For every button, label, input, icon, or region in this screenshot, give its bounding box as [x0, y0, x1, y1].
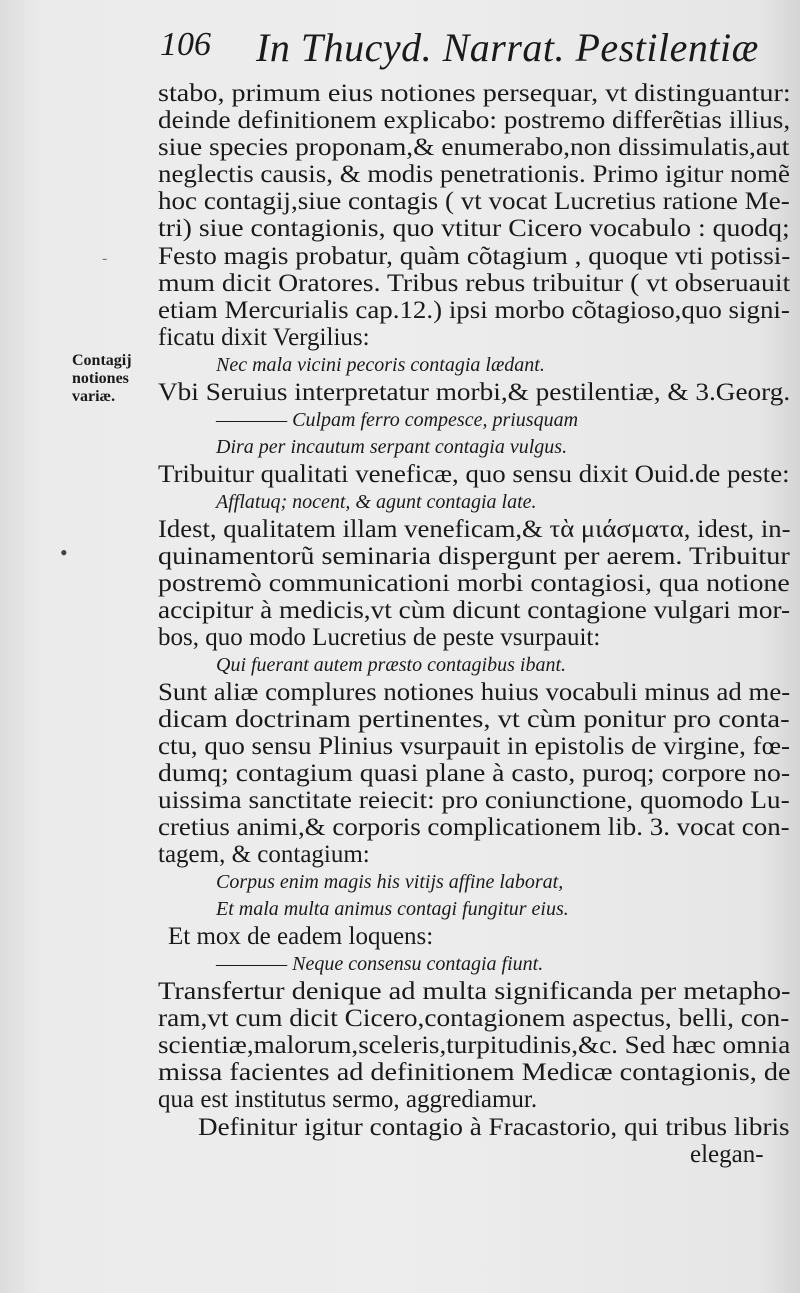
text-line: accipitur à medicis,vt cùm dicunt contagione vulgari mor- — [158, 597, 791, 624]
text-line: quinamentorũ seminaria dispergunt per aerem. Tribuitur — [158, 543, 790, 570]
text-line: deinde definitionem explicabo: postremo differẽtias illius, — [158, 107, 791, 134]
catchword: elegan- — [690, 1141, 764, 1168]
text-line: bos, quo modo Lucretius de peste vsurpauit: — [158, 624, 601, 651]
text-line: Idest, qualitatem illam veneficam,& τὰ μιάσματα, idest, in- — [158, 516, 791, 543]
verse-line: Qui fuerant autem præsto contagibus ibant. — [216, 654, 566, 676]
text-line: Festo magis probatur, quàm cõtagium , quoque vti potissi- — [158, 243, 791, 270]
verse-line: Et mala multa animus contagi fungitur eius. — [216, 898, 569, 920]
text-line: Sunt aliæ complures notiones huius vocabuli minus ad me- — [158, 679, 791, 706]
verse-line: Corpus enim magis his vitijs affine laborat, — [216, 871, 564, 893]
margin-note-line: variæ. — [72, 388, 116, 405]
text-line: Tribuitur qualitati veneficæ, quo sensu dixit Ouid.de peste: — [158, 461, 790, 488]
text-line: stabo, primum eius notiones persequar, vt distinguantur: — [158, 80, 791, 107]
text-line: ficatu dixit Vergilius: — [158, 324, 370, 351]
verse-line: Dira per incautum serpant contagia vulgus. — [216, 436, 568, 458]
verse-line: ———— Neque consensu contagia fiunt. — [216, 953, 544, 975]
margin-dot-mark: • — [60, 540, 68, 565]
text-line: Vbi Seruius interpretatur morbi,& pestilentiæ, & 3.Georg. — [158, 379, 791, 406]
text-line: ctu, quo sensu Plinius vsurpauit in epistolis de virgine, fœ- — [158, 733, 791, 760]
page-number: 106 — [160, 26, 211, 63]
text-line: ram,vt cum dicit Cicero,contagionem aspectus, belli, con- — [158, 1005, 790, 1032]
verse-line: ———— Culpam ferro compesce, priusquam — [216, 409, 579, 431]
margin-note — [72, 352, 154, 406]
text-line: postremò communicationi morbi contagiosi, qua notione — [158, 570, 790, 597]
text-line: cretius animi,& corporis complicationem lib. 3. vocat con- — [158, 814, 790, 841]
verse-line: Nec mala vicini pecoris contagia lædant. — [216, 354, 545, 376]
text-line: mum dicit Oratores. Tribus rebus tribuitur ( vt obseruauit — [158, 270, 791, 297]
text-line: dicam doctrinam pertinentes, vt cùm ponitur pro conta- — [158, 706, 790, 733]
text-line: Et mox de eadem loquens: — [168, 923, 434, 950]
running-title: In Thucyd. Narrat. Pestilentiæ — [256, 25, 759, 70]
margin-dash-mark: - — [102, 250, 108, 267]
text-line: missa facientes ad definitionem Medicæ contagionis, de — [158, 1059, 791, 1086]
text-line: uissima sanctitate reiecit: pro coniunctione, quomodo Lu- — [158, 787, 790, 814]
text-line: hoc contagij,siue contagis ( vt vocat Lucretius ratione Me- — [158, 188, 790, 215]
text-line: etiam Mercurialis cap.12.) ipsi morbo cõtagioso,quo signi- — [158, 297, 790, 324]
text-line: Transfertur denique ad multa significanda per metapho- — [158, 978, 791, 1005]
verse-line: Afflatuq; nocent, & agunt contagia late. — [216, 491, 537, 513]
text-line: dumq; contagium quasi plane à casto, puroq; corpore no- — [158, 760, 791, 787]
margin-note-line: Contagij — [72, 352, 132, 369]
text-line: scientiæ,malorum,sceleris,turpitudinis,&c. Sed hæc omnia — [158, 1032, 791, 1059]
text-line: tagem, & contagium: — [158, 841, 370, 868]
text-line: tri) siue contagionis, quo vtitur Cicero vocabulo : quodq; — [158, 215, 790, 242]
text-line: siue species proponam,& enumerabo,non dissimulatis,aut — [158, 134, 790, 161]
text-line: neglectis causis, & modis penetrationis. Primo igitur nomẽ — [158, 161, 790, 188]
page-header — [160, 26, 790, 76]
text-line: qua est institutus sermo, aggrediamur. — [158, 1086, 538, 1113]
margin-note-line: notiones — [72, 370, 129, 387]
text-line: Definitur igitur contagio à Fracastorio, qui tribus libris — [198, 1114, 790, 1141]
